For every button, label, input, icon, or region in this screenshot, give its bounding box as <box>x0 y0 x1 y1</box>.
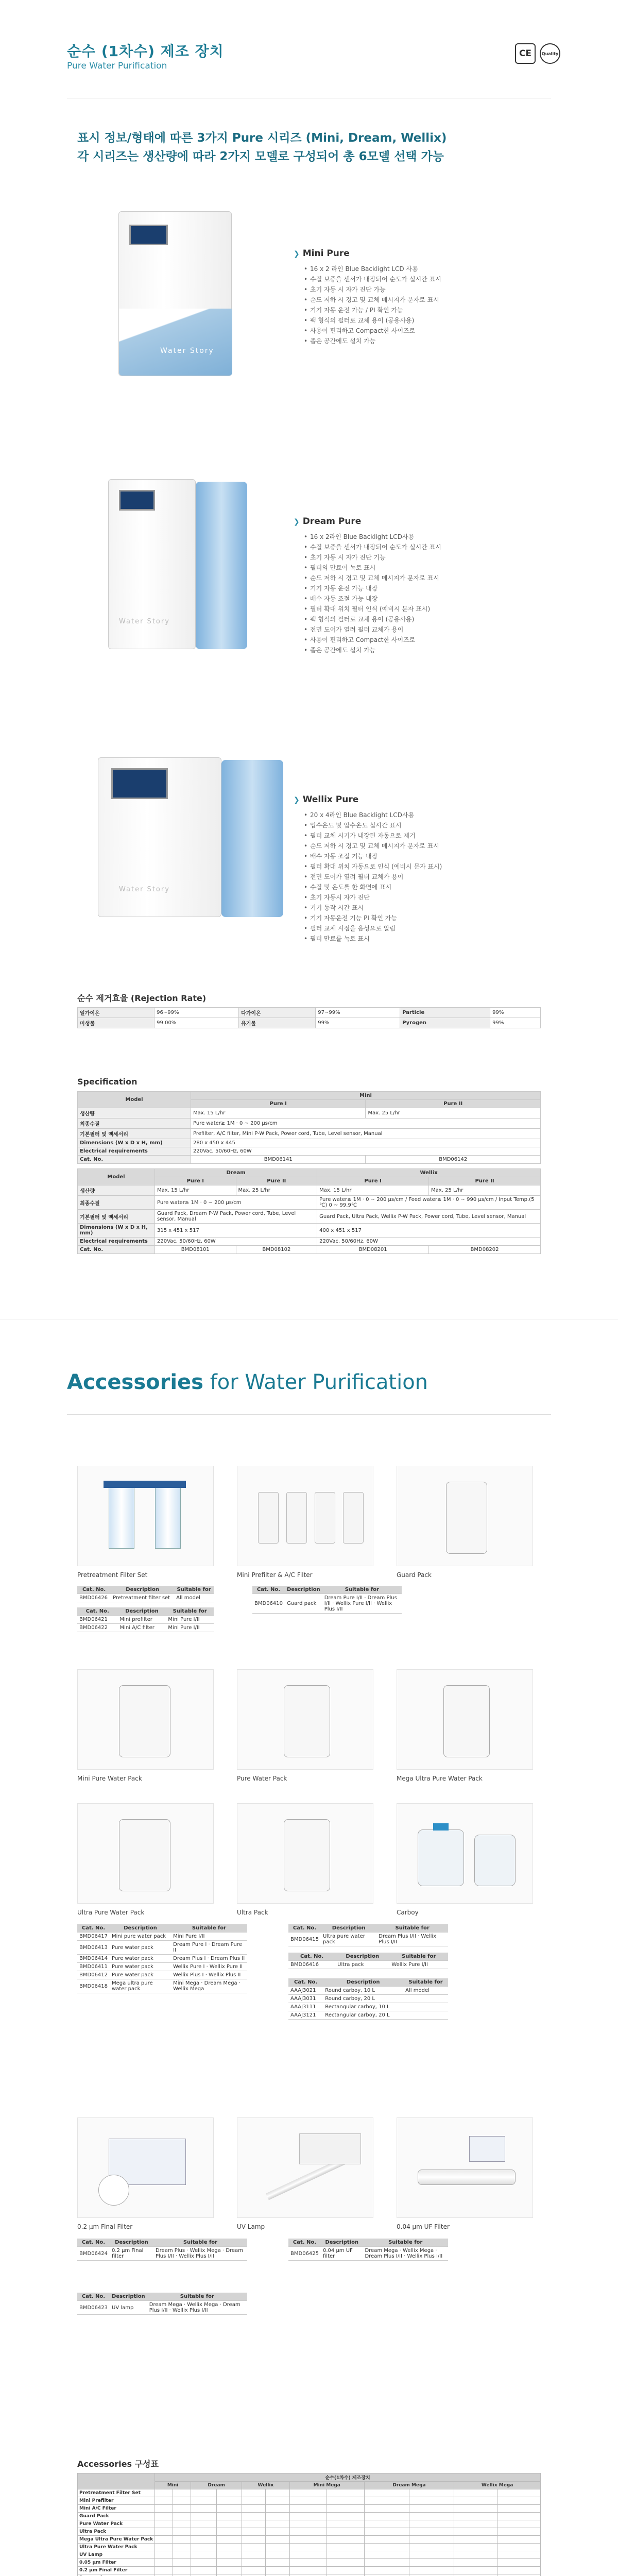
matrix-row: 0.2 μm Final Filter <box>78 2567 541 2574</box>
matrix-cell <box>289 2559 327 2567</box>
ultra-pure-water-pack-image <box>77 1803 214 1904</box>
matrix-cell <box>409 2574 454 2576</box>
matrix-cell <box>266 2574 289 2576</box>
matrix-cell <box>364 2489 409 2497</box>
table-uf-filter: Cat. No. Description Suitable for BMD06425 0.04 μm UF filter Dream Mega · Wellix Mega · Dream Plus I/II · Wellix Plus I/II <box>288 2239 448 2261</box>
matrix-cell <box>242 2497 266 2505</box>
matrix-row: Pure Water Pack <box>78 2520 541 2528</box>
machine-label: Water Story <box>119 618 170 625</box>
matrix-cell <box>242 2559 266 2567</box>
matrix-cell <box>266 2497 289 2505</box>
matrix-row: Mega Ultra Pure Water Pack <box>78 2536 541 2544</box>
matrix-cell <box>155 2567 173 2574</box>
matrix-cell <box>497 2513 541 2520</box>
matrix-cell <box>409 2567 454 2574</box>
matrix-cell <box>289 2567 327 2574</box>
matrix-cell <box>173 2489 191 2497</box>
matrix-cell <box>364 2505 409 2513</box>
matrix-cell <box>497 2536 541 2544</box>
matrix-cell <box>454 2513 497 2520</box>
matrix-cell <box>266 2528 289 2536</box>
matrix-cell <box>289 2497 327 2505</box>
caption: Pure Water Pack <box>237 1775 287 1782</box>
matrix-cell <box>173 2497 191 2505</box>
table-ultra-pack: Cat. No. Description Suitable for BMD06416 Ultra pack Wellix Pure I/II <box>288 1953 448 1969</box>
dream-pure-side-panel <box>196 482 247 649</box>
matrix-cell <box>289 2544 327 2551</box>
table-uv-lamp: Cat. No. Description Suitable for BMD06423 UV lamp Dream Mega · Wellix Mega · Dream Plus I/II · Wellix Plus I/II <box>77 2293 247 2315</box>
dream-pure-image <box>108 479 196 649</box>
matrix-cell <box>327 2489 365 2497</box>
matrix-cell <box>289 2528 327 2536</box>
matrix-cell <box>242 2551 266 2559</box>
matrix-cell <box>173 2520 191 2528</box>
matrix-cell <box>242 2574 266 2576</box>
matrix-cell <box>191 2536 217 2544</box>
matrix-cell <box>409 2520 454 2528</box>
matrix-cell <box>155 2544 173 2551</box>
caption: Mini Pure Water Pack <box>77 1775 142 1782</box>
matrix-cell <box>289 2505 327 2513</box>
matrix-cell <box>289 2513 327 2520</box>
carboy-image <box>397 1803 533 1904</box>
wellix-pure-side-panel <box>221 760 283 917</box>
matrix-cell <box>216 2551 242 2559</box>
matrix-cell <box>191 2544 217 2551</box>
matrix-cell <box>155 2536 173 2544</box>
caption: Guard Pack <box>397 1571 432 1579</box>
mini-prefilter-image <box>237 1466 373 1566</box>
matrix-cell <box>155 2497 173 2505</box>
lcd-display <box>129 225 168 245</box>
accessories-title: Accessories for Water Purification <box>67 1370 428 1394</box>
spec-table-dream-wellix: Model Dream Wellix Pure I Pure II Pure I Pure II 생산량 Max. 15 L/hr Max. 25 L/hr Max. 15 L/hr Max. 25 L/hr 최종수질 Pure water≥ 1M · 0 ~ 200 μs/cm Pure water≥ 1M · 0 ~ 200 μs/cm / Feed water≥ 1M · 0 ~ 990 μs/cm / Input Temp.(5 ℃) 0 ~ 99.9℃ 기본필터 및 액세서리 Guard Pack, Dream P-W Pack, Power cord, Tube, Level sensor, Manual Guard Pack, Ultra Pack, Wellix P-W Pack, Power cord, Tube, Level sensor, Manual Dimensions (W x D x H, mm) 315 x 451 x 517 400 x 451 x 517 Electrical requirements 220Vac, 50/60Hz, 60W 220Vac, 50/60Hz, 60W Cat. No. BMD08101 BMD08102 BMD08201 BMD08202 <box>77 1168 541 1254</box>
matrix-cell <box>327 2551 365 2559</box>
matrix-row: 0.05 μm Filter <box>78 2559 541 2567</box>
matrix-cell <box>409 2505 454 2513</box>
intro-line-1: 표시 정보/형태에 따른 3가지 Pure 시리즈 (Mini, Dream, Wellix) <box>77 131 447 145</box>
chevron-right-icon: ❯ <box>294 518 300 526</box>
matrix-cell <box>266 2544 289 2551</box>
matrix-cell <box>191 2513 217 2520</box>
matrix-cell <box>173 2544 191 2551</box>
product-name-wellix: ❯ Wellix Pure <box>294 794 359 805</box>
matrix-cell <box>289 2551 327 2559</box>
matrix-cell <box>173 2567 191 2574</box>
matrix-cell <box>327 2520 365 2528</box>
matrix-cell <box>409 2544 454 2551</box>
matrix-cell <box>497 2559 541 2567</box>
matrix-cell <box>364 2513 409 2520</box>
guard-pack-image <box>397 1466 533 1566</box>
matrix-cell <box>497 2574 541 2576</box>
matrix-cell <box>409 2551 454 2559</box>
matrix-cell <box>454 2528 497 2536</box>
matrix-cell <box>216 2574 242 2576</box>
product-name-dream: ❯ Dream Pure <box>294 516 362 527</box>
table-guard-pack: Cat. No. Description Suitable for BMD06410 Guard pack Dream Pure I/II · Dream Plus I/II · Wellix Pure I/II · Wellix Plus I/II <box>252 1586 402 1614</box>
matrix-cell <box>266 2559 289 2567</box>
matrix-cell <box>497 2528 541 2536</box>
matrix-cell <box>266 2513 289 2520</box>
caption: Mini Prefilter & A/C Filter <box>237 1571 313 1579</box>
matrix-cell <box>327 2574 365 2576</box>
final-filter-image <box>77 2117 214 2218</box>
matrix-cell <box>216 2489 242 2497</box>
matrix-cell <box>497 2489 541 2497</box>
matrix-cell <box>497 2520 541 2528</box>
matrix-cell <box>409 2528 454 2536</box>
table-water-pack: Cat. No. Description Suitable for BMD06417 Mini pure water pack Mini Pure I/II BMD06413 Pure water pack Dream Pure I · Dream Pure II BMD06414 Pure water pack Dream Plus I · Dream Plus II BMD06411 Pure water pack Wellix Pure I · Wellix Pure II BMD06412 Pure water pack Wellix Plus I · Wellix Plus II BMD06418 Mega ultra pure water pack Mini Mega · Dream Mega · Wellix Mega <box>77 1924 247 1993</box>
matrix-cell <box>242 2513 266 2520</box>
matrix-cell <box>364 2544 409 2551</box>
matrix-cell <box>242 2536 266 2544</box>
matrix-cell <box>327 2567 365 2574</box>
matrix-cell <box>173 2528 191 2536</box>
matrix-cell <box>216 2567 242 2574</box>
uf-filter-image <box>397 2117 533 2218</box>
matrix-cell <box>409 2497 454 2505</box>
matrix-cell <box>364 2497 409 2505</box>
caption: UV Lamp <box>237 2223 265 2230</box>
ce-mark-icon: CE <box>515 43 536 64</box>
matrix-cell <box>289 2536 327 2544</box>
matrix-cell <box>497 2567 541 2574</box>
pretreatment-filter-image <box>77 1466 214 1566</box>
matrix-row: Ultra Pack <box>78 2528 541 2536</box>
mini-pure-image <box>118 211 232 376</box>
matrix-cell <box>497 2551 541 2559</box>
caption: Ultra Pack <box>237 1909 268 1916</box>
spec-title: Specification <box>77 1077 138 1087</box>
matrix-cell <box>216 2559 242 2567</box>
matrix-cell <box>173 2559 191 2567</box>
matrix-table-1: 순수(1차수) 제조장치 Mini Dream Wellix Mini Mega Dream Mega Wellix Mega Pretreatment Filter Set Mini Prefilter Mini A/C Filter Guard Pack Pure Water Pack Ultra Pack Mega Ultra Pure Water Pack Ultra Pure Water Pack UV Lamp 0.05 μm Filter 0.2 μm Final Filter <box>77 2473 541 2576</box>
matrix-cell <box>454 2574 497 2576</box>
matrix-cell <box>364 2559 409 2567</box>
matrix-cell <box>327 2513 365 2520</box>
matrix-cell <box>216 2544 242 2551</box>
matrix-cell <box>173 2513 191 2520</box>
matrix-cell <box>409 2513 454 2520</box>
matrix-cell <box>364 2520 409 2528</box>
matrix-cell <box>155 2559 173 2567</box>
matrix-cell <box>266 2536 289 2544</box>
caption: 0.04 μm UF Filter <box>397 2223 450 2230</box>
rejection-table: 일가이온 96~99% 다가이온 97~99% Particle 99% 미생물 99.00% 유기물 99% Pyrogen 99% <box>77 1007 541 1028</box>
machine-label: Water Story <box>160 347 214 355</box>
page-subtitle: Pure Water Purification <box>67 61 167 71</box>
matrix-cell <box>364 2574 409 2576</box>
matrix-cell <box>454 2489 497 2497</box>
matrix-cell <box>242 2567 266 2574</box>
caption: Ultra Pure Water Pack <box>77 1909 145 1916</box>
matrix-cell <box>364 2567 409 2574</box>
matrix-cell <box>191 2528 217 2536</box>
pure-water-pack-image <box>237 1669 373 1770</box>
matrix-cell <box>191 2505 217 2513</box>
caption: Carboy <box>397 1909 419 1916</box>
matrix-cell <box>155 2489 173 2497</box>
features-wellix: • 20 x 4라인 Blue Backlight LCD사용 • 입수온도 및 압수온도 실시간 표시 • 필터 교체 시기가 내장된 자동으로 제거 • 순도 저하 시 경고 및 교체 메시지가 문자로 표시 • 배수 자동 조절 기능 내장 • 필터 확대 위치 자동으로 인식 (예비시 문자 표시) • 전면 도어가 열려 필터 교체가 용이 • 수질 및 온도를 한 화면에 표시 • 초기 자동시 자가 진단 • 기기 동작 시간 표시 • 기기 자동운전 기능 PI 확인 가능 • 필터 교체 시점을 음성으로 알림 • 필터 만료를 녹로 표시 <box>304 810 442 944</box>
matrix-cell <box>327 2544 365 2551</box>
matrix-row: Mini A/C Filter <box>78 2505 541 2513</box>
wellix-pure-image <box>98 757 221 917</box>
table-pretreatment: Cat. No. Description Suitable for BMD06426 Pretreatment filter set All model <box>77 1586 214 1602</box>
matrix-cell <box>497 2497 541 2505</box>
matrix-cell <box>191 2559 217 2567</box>
matrix-cell <box>191 2551 217 2559</box>
matrix-cell <box>327 2505 365 2513</box>
matrix-cell <box>364 2528 409 2536</box>
table-ultra-pure: Cat. No. Description Suitable for BMD06415 Ultra pure water pack Dream Plus I/II · Wellix Plus I/II <box>288 1924 448 1946</box>
matrix-cell <box>155 2574 173 2576</box>
matrix-title: Accessories 구성표 <box>77 2459 159 2469</box>
matrix-row: Mini Prefilter <box>78 2497 541 2505</box>
matrix-cell <box>454 2567 497 2574</box>
matrix-cell <box>155 2528 173 2536</box>
table-mini-filter: Cat. No. Description Suitable for BMD06421 Mini prefilter Mini Pure I/II BMD06422 Mini A/C filter Mini Pure I/II <box>77 1607 214 1632</box>
matrix-cell <box>409 2489 454 2497</box>
page-title: 순수 (1차수) 제조 장치 <box>67 43 224 60</box>
lcd-display <box>119 490 155 511</box>
matrix-cell <box>266 2520 289 2528</box>
matrix-cell <box>216 2505 242 2513</box>
matrix-cell <box>327 2536 365 2544</box>
spec-table-mini: Model Mini Pure I Pure II 생산량 Max. 15 L/hr Max. 25 L/hr 최종수질 Pure water≥ 1M · 0 ~ 200 μs/cm 기본필터 및 액세서리 Prefilter, A/C filter, Mini P-W Pack, Power cord, Tube, Level sensor, Manual Dimensions (W x D x H, mm) 280 x 450 x 445 Electrical requirements 220Vac, 50/60Hz, 60W Cat. No. BMD06141 BMD06142 <box>77 1091 541 1164</box>
matrix-cell <box>173 2551 191 2559</box>
matrix-cell <box>216 2528 242 2536</box>
uv-lamp-image <box>237 2117 373 2218</box>
matrix-cell <box>216 2497 242 2505</box>
matrix-cell <box>409 2559 454 2567</box>
matrix-cell <box>327 2528 365 2536</box>
caption: Pretreatment Filter Set <box>77 1571 148 1579</box>
matrix-cell <box>266 2551 289 2559</box>
matrix-row: Guard Pack <box>78 2513 541 2520</box>
chevron-right-icon: ❯ <box>294 796 300 804</box>
matrix-cell <box>155 2513 173 2520</box>
matrix-cell <box>173 2536 191 2544</box>
matrix-cell <box>242 2528 266 2536</box>
matrix-cell <box>409 2536 454 2544</box>
matrix-cell <box>266 2567 289 2574</box>
table-final-filter: Cat. No. Description Suitable for BMD06424 0.2 μm Final filter Dream Plus · Wellix Mega · Dream Plus I/II · Wellix Plus I/II <box>77 2239 247 2261</box>
matrix-cell <box>191 2520 217 2528</box>
matrix-cell <box>242 2505 266 2513</box>
ultra-pack-image <box>237 1803 373 1904</box>
matrix-row: UV Lamp <box>78 2551 541 2559</box>
matrix-cell <box>364 2536 409 2544</box>
matrix-row <box>78 2574 541 2576</box>
product-name-mini: ❯ Mini Pure <box>294 248 350 259</box>
lcd-display <box>111 768 168 799</box>
caption: Mega Ultra Pure Water Pack <box>397 1775 483 1782</box>
machine-label: Water Story <box>119 886 170 893</box>
matrix-cell <box>216 2513 242 2520</box>
matrix-cell <box>173 2574 191 2576</box>
matrix-row: Ultra Pure Water Pack <box>78 2544 541 2551</box>
matrix-cell <box>191 2489 217 2497</box>
matrix-cell <box>191 2567 217 2574</box>
matrix-cell <box>454 2505 497 2513</box>
matrix-cell <box>289 2574 327 2576</box>
matrix-cell <box>173 2505 191 2513</box>
table-carboy: Cat. No. Description Suitable for AAAJ3021 Round carboy, 10 L All model AAAJ3031 Round carboy, 20 L AAAJ3111 Rectangular carboy, 10 L AAAJ3121 Rectangular carboy, 20 L <box>288 1978 448 2020</box>
chevron-right-icon: ❯ <box>294 250 300 258</box>
features-dream: • 16 x 2라인 Blue Backlight LCD사용 • 수질 보증을 센서가 내장되어 순도가 실시간 표시 • 초기 자동 시 자가 진단 기능 • 필터의 만료이 녹로 표시 • 순도 저하 시 경고 및 교체 메시지가 문자로 표시 • 기기 자동 운전 가능 내장 • 배수 자동 조절 가능 내장 • 필터 확대 위치 필터 인식 (예비시 문자 표시) • 팩 형식의 필터로 교체 용이 (공용사용) • 전면 도어가 열려 필터 교체가 용이 • 사용이 편리하고 Compact한 사이즈로 • 좁은 공간에도 설치 가능 <box>304 532 441 655</box>
rejection-title: 순수 제거효율 (Rejection Rate) <box>77 993 207 1003</box>
matrix-cell <box>497 2544 541 2551</box>
matrix-cell <box>289 2520 327 2528</box>
matrix-cell <box>454 2520 497 2528</box>
divider <box>67 1414 551 1415</box>
matrix-cell <box>216 2536 242 2544</box>
matrix-cell <box>191 2574 217 2576</box>
matrix-cell <box>155 2551 173 2559</box>
matrix-cell <box>327 2559 365 2567</box>
matrix-cell <box>242 2489 266 2497</box>
matrix-cell <box>497 2505 541 2513</box>
caption: 0.2 μm Final Filter <box>77 2223 133 2230</box>
mini-pure-water-pack-image <box>77 1669 214 1770</box>
matrix-cell <box>454 2551 497 2559</box>
matrix-cell <box>155 2505 173 2513</box>
matrix-cell <box>454 2559 497 2567</box>
matrix-cell <box>216 2520 242 2528</box>
matrix-cell <box>289 2489 327 2497</box>
quality-badge-icon: Quality <box>540 43 560 64</box>
mega-ultra-pure-pack-image <box>397 1669 533 1770</box>
matrix-row: Pretreatment Filter Set <box>78 2489 541 2497</box>
matrix-cell <box>242 2520 266 2528</box>
matrix-cell <box>266 2505 289 2513</box>
matrix-cell <box>364 2551 409 2559</box>
matrix-cell <box>327 2497 365 2505</box>
features-mini: • 16 x 2 라인 Blue Backlight LCD 사용 • 수질 보증을 센서가 내장되어 순도가 실시간 표시 • 초기 자동 시 자가 진단 가능 • 순도 저하 시 경고 및 교체 메시지가 문자로 표시 • 기기 자동 운전 가능 / PI 확인 가능 • 팩 형식의 필터로 교체 용이 (공용사용) • 사용이 편리하고 Compact한 사이즈로 • 좁은 공간에도 설치 가능 <box>304 264 441 346</box>
matrix-cell <box>191 2497 217 2505</box>
matrix-cell <box>454 2544 497 2551</box>
matrix-cell <box>454 2497 497 2505</box>
intro-line-2: 각 시리즈는 생산량에 따라 2가지 모델로 구성되어 총 6모델 선택 가능 <box>77 150 444 163</box>
matrix-cell <box>454 2536 497 2544</box>
matrix-cell <box>242 2544 266 2551</box>
matrix-cell <box>155 2520 173 2528</box>
matrix-cell <box>266 2489 289 2497</box>
